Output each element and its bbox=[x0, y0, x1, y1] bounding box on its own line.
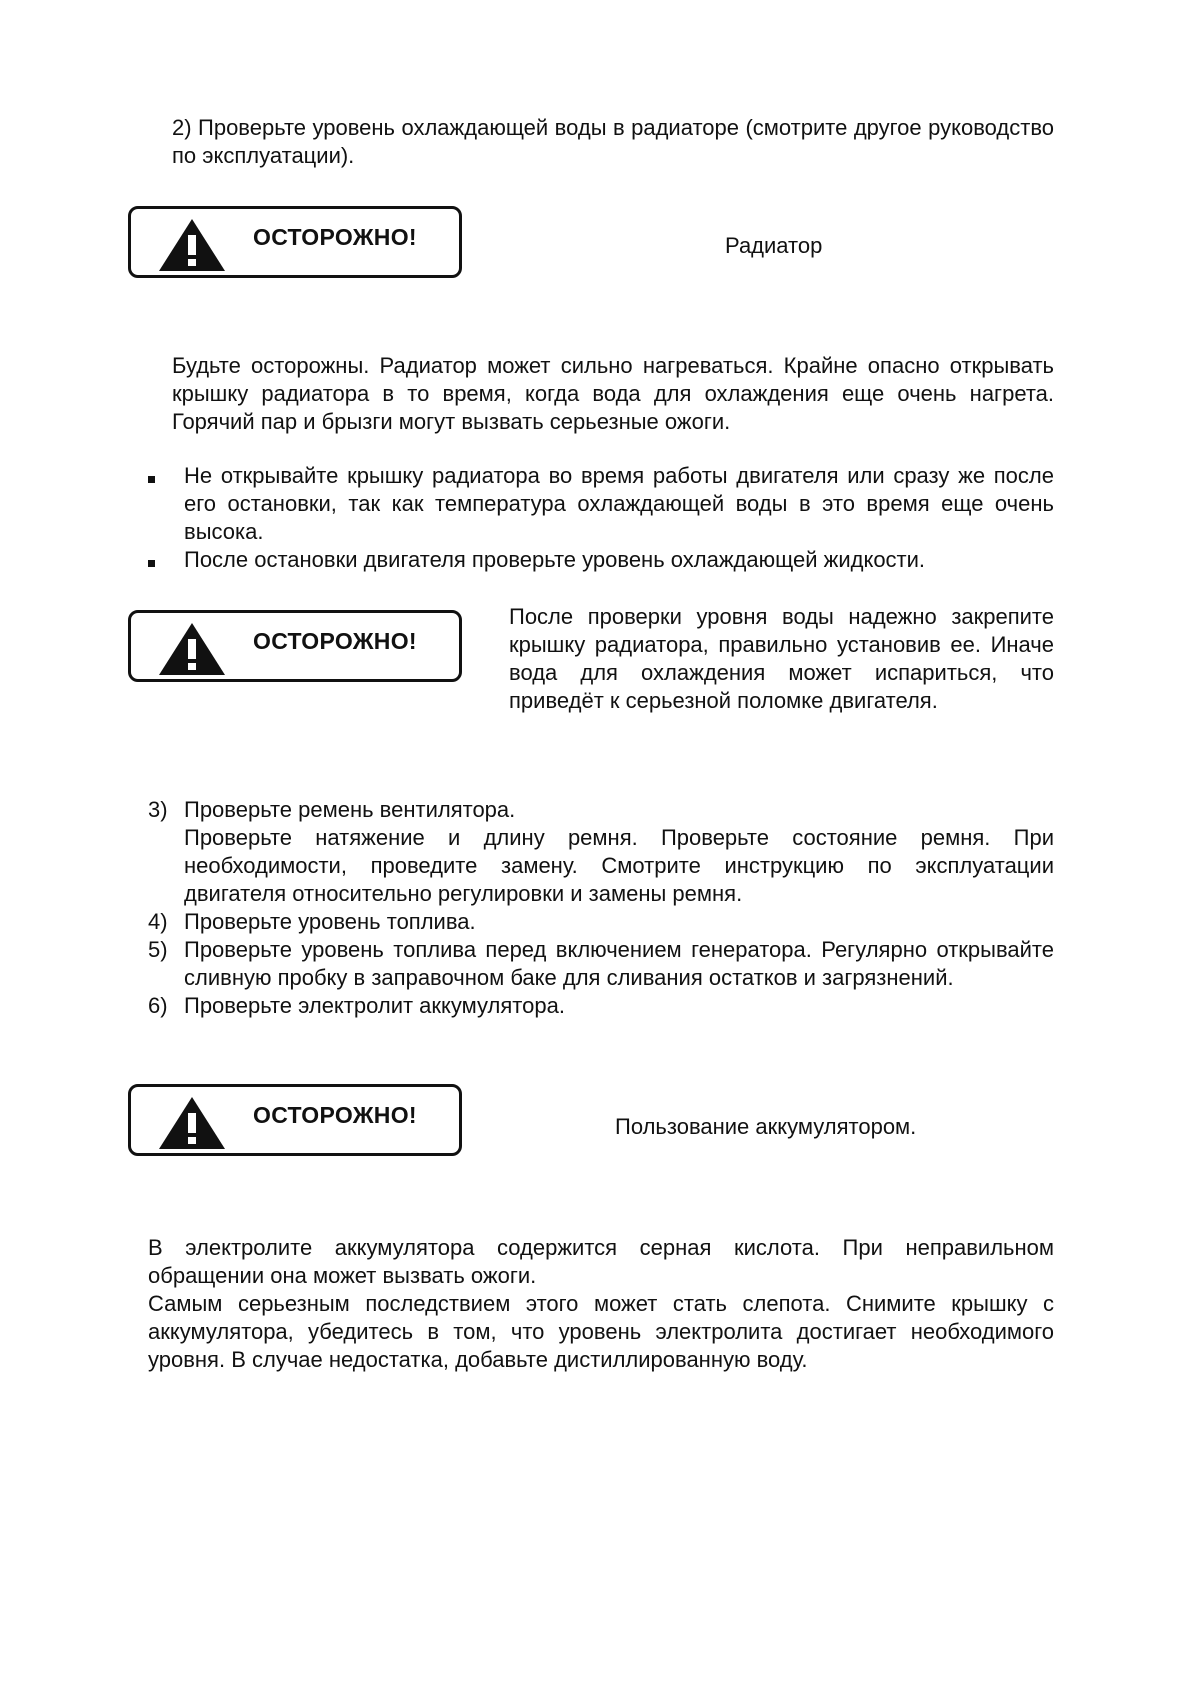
radiator-caption: Радиатор bbox=[725, 233, 823, 258]
intro-step: 2) Проверьте уровень охлаждающей воды в радиаторе (смотрите другое руководство по эксплуатации). bbox=[172, 115, 1054, 168]
bullet-marker bbox=[148, 560, 155, 567]
warning-box bbox=[128, 610, 462, 682]
warning-label: ОСТОРОЖНО! bbox=[253, 224, 417, 250]
radiator-warning-text: Будьте осторожны. Радиатор может сильно нагреваться. Крайне опасно открывать крышку радиатора в то время, когда вода для охлаждения еще очень нагрета. Горячий пар и брызги могут вызвать серьезные ожоги. bbox=[172, 353, 1054, 434]
list-item bbox=[148, 908, 1054, 936]
list-item bbox=[148, 992, 1054, 1020]
warning-triangle-icon bbox=[157, 1095, 227, 1151]
bullet-text: После остановки двигателя проверьте уровень охлаждающей жидкости. bbox=[184, 547, 926, 572]
cap-warning-text: После проверки уровня воды надежно закрепите крышку радиатора, правильно установив ее. Иначе вода для охлаждения может испариться, что приведёт к серьезной поломке двигателя. bbox=[509, 604, 1054, 713]
step-number: 5) bbox=[148, 937, 168, 962]
step-text: Проверьте уровень топлива перед включением генератора. Регулярно открывайте сливную пробку в заправочном баке для сливания остатков и загрязнений. bbox=[184, 937, 1054, 990]
list-item bbox=[148, 546, 1054, 574]
warning-triangle-icon bbox=[157, 217, 227, 273]
step-number: 6) bbox=[148, 993, 168, 1018]
list-item bbox=[148, 462, 1054, 546]
steps-list bbox=[148, 796, 1054, 1020]
bullet-marker bbox=[148, 476, 155, 483]
warning-label: ОСТОРОЖНО! bbox=[253, 628, 417, 654]
bullet-text: Не открывайте крышку радиатора во время работы двигателя или сразу же после его остановки, так как температура охлаждающей воды в это время еще очень высока. bbox=[184, 463, 1054, 544]
list-item bbox=[148, 936, 1054, 992]
step-text: Проверьте электролит аккумулятора. bbox=[184, 993, 565, 1018]
warning-box bbox=[128, 206, 462, 278]
step-detail: Проверьте натяжение и длину ремня. Проверьте состояние ремня. При необходимости, проведите замену. Смотрите инструкцию по эксплуатации двигателя относительно регулировки и замены ремня. bbox=[184, 825, 1054, 906]
step-number: 3) bbox=[148, 797, 168, 822]
step-number: 4) bbox=[148, 909, 168, 934]
step-text: Проверьте ремень вентилятора. bbox=[184, 797, 516, 822]
battery-text: В электролите аккумулятора содержится серная кислота. При неправильном обращении она может вызвать ожоги. bbox=[148, 1235, 1054, 1288]
warning-box bbox=[128, 1084, 462, 1156]
warning-label: ОСТОРОЖНО! bbox=[253, 1102, 417, 1128]
step-text: Проверьте уровень топлива. bbox=[184, 909, 476, 934]
bullet-list bbox=[148, 462, 1054, 574]
list-item bbox=[148, 796, 1054, 908]
battery-text: Самым серьезным последствием этого может стать слепота. Снимите крышку с аккумулятора, убедитесь в том, что уровень электролита достигает необходимого уровня. В случае недостатка, добавьте дистиллированную воду. bbox=[148, 1291, 1054, 1372]
battery-caption: Пользование аккумулятором. bbox=[615, 1114, 917, 1139]
warning-triangle-icon bbox=[157, 621, 227, 677]
